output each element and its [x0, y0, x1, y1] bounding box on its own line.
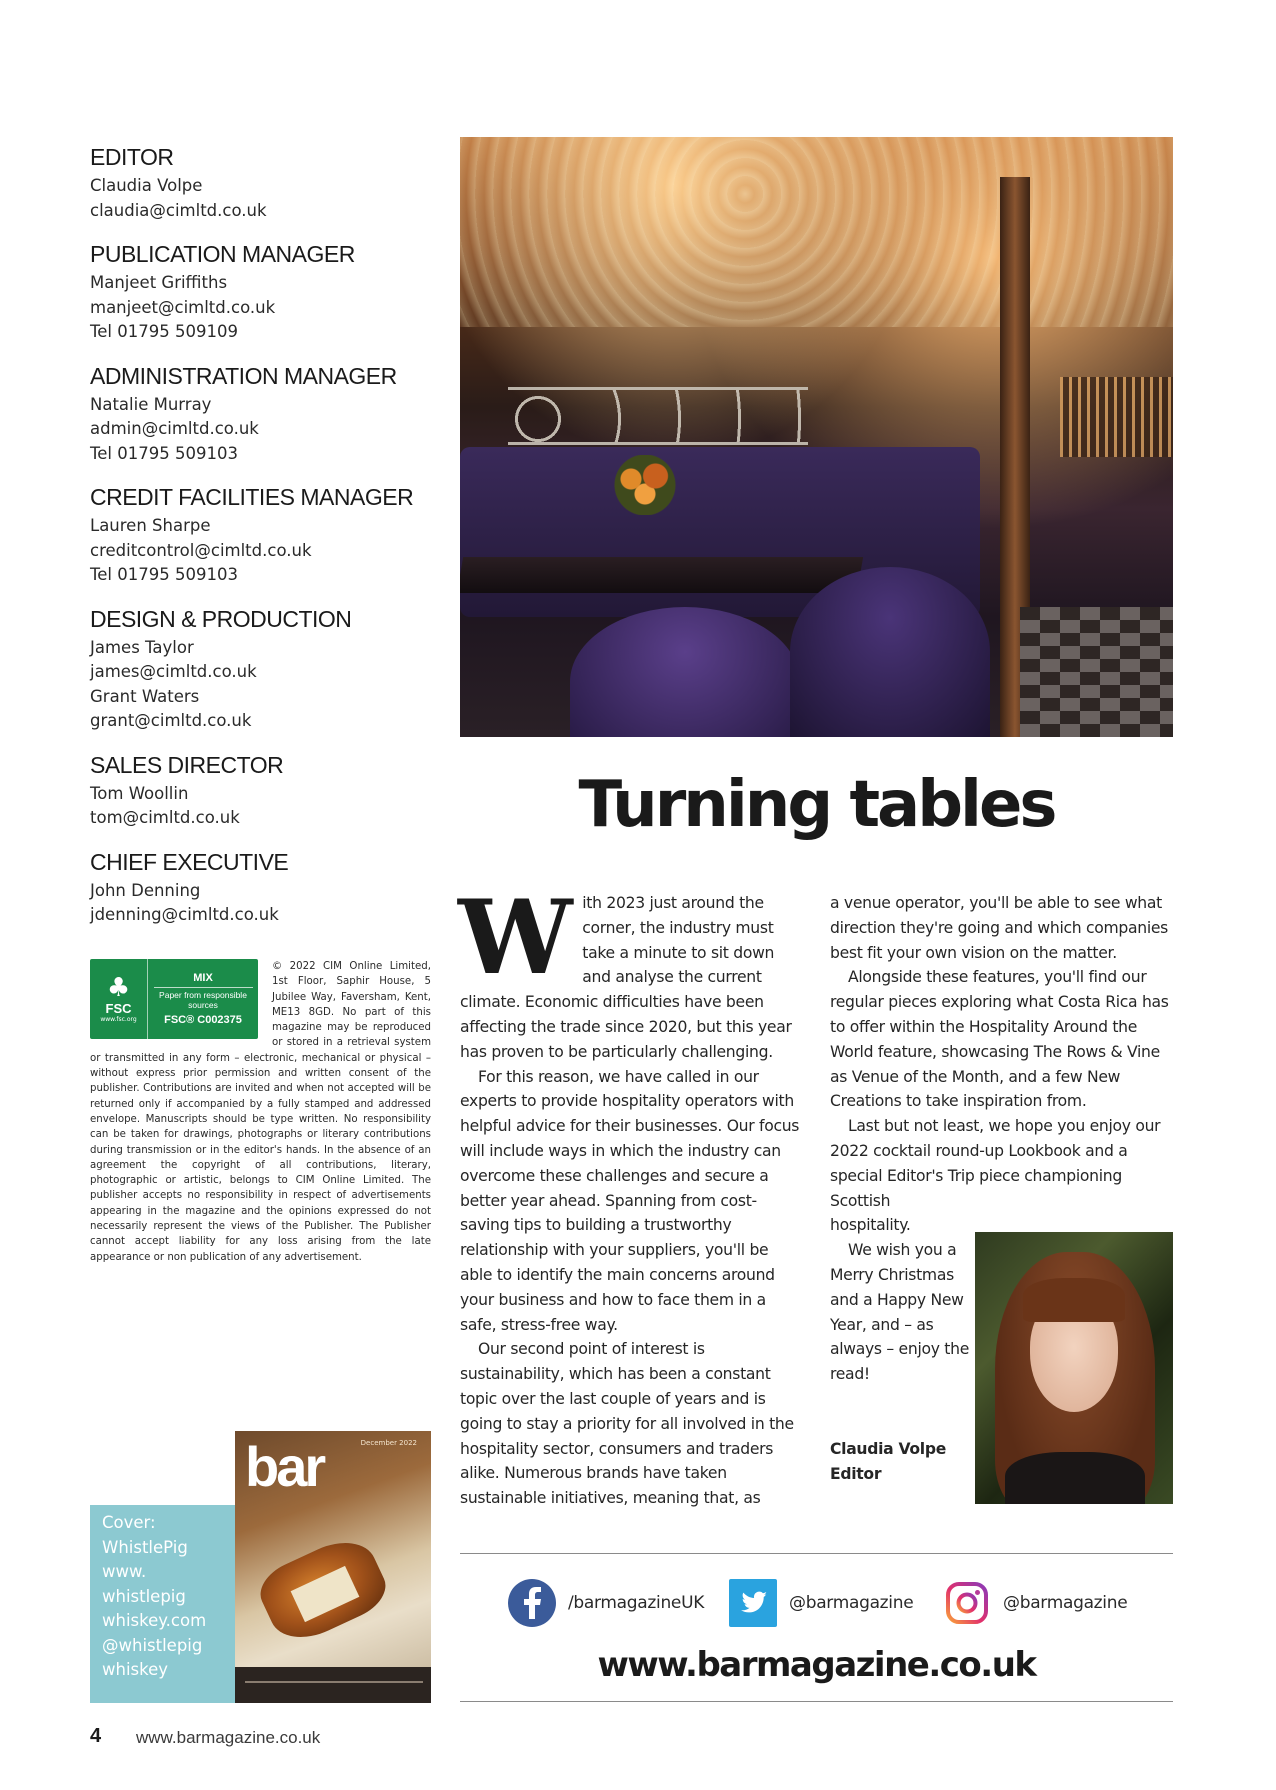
instagram-link[interactable]	[943, 1578, 1127, 1628]
staff-email: grant@cimltd.co.uk	[90, 711, 252, 730]
staff-email: claudia@cimltd.co.uk	[90, 200, 267, 220]
cover-date: December 2022	[360, 1439, 417, 1447]
divider	[460, 1701, 1173, 1702]
checkered-floor	[1020, 607, 1173, 737]
velvet-chair	[790, 567, 990, 737]
instagram-handle: @barmagazine	[1003, 1593, 1128, 1613]
staff-name: James Taylor	[90, 637, 194, 657]
cover-caption-line: Cover:	[102, 1513, 156, 1532]
fsc-logo	[90, 959, 258, 1039]
flower-arrangement	[610, 455, 680, 515]
fsc-text	[148, 959, 258, 1039]
instagram-icon	[943, 1579, 991, 1627]
twitter-handle: @barmagazine	[789, 1593, 914, 1613]
tree-icon: ♣	[106, 973, 131, 1003]
velvet-chair	[570, 607, 800, 737]
portrait-clothing	[1005, 1452, 1145, 1504]
staff-name: Claudia Volpe	[90, 176, 203, 195]
article-column-1	[458, 878, 805, 1511]
staff-email: tom@cimltd.co.uk	[90, 808, 240, 827]
fsc-mark	[90, 959, 148, 1039]
fsc-mix: MIX	[154, 971, 253, 988]
staff-administration-manager	[90, 363, 450, 467]
staff-editor	[90, 144, 450, 223]
cover-caption	[90, 1505, 236, 1703]
staff-email: admin@cimltd.co.uk	[90, 419, 259, 438]
editor-portrait-photo	[975, 1232, 1173, 1504]
article-title: Turning tables	[578, 768, 1055, 842]
cover-caption-line: @whistlepig	[102, 1635, 203, 1655]
staff-name: Tom Woollin	[90, 783, 189, 803]
staff-credit-facilities-manager	[90, 484, 450, 588]
cover-footer-band	[235, 1667, 431, 1703]
staff-name: John Denning	[90, 880, 201, 900]
fsc-code: FSC® C002375	[164, 1013, 242, 1026]
staff-name: Lauren Sharpe	[90, 516, 211, 535]
legal-notice	[90, 959, 431, 1265]
staff-role: ADMINISTRATION MANAGER	[90, 362, 397, 389]
website-url[interactable]: www.barmagazine.co.uk	[597, 1645, 1036, 1685]
staff-role: CHIEF EXECUTIVE	[90, 848, 289, 875]
footer-url[interactable]: www.barmagazine.co.uk	[136, 1728, 321, 1747]
staff-credits	[90, 144, 450, 946]
fsc-abbr: FSC	[105, 1001, 132, 1016]
cover-caption-line: whiskey	[102, 1660, 169, 1679]
cover-caption-line: WhistlePig	[102, 1537, 188, 1557]
magazine-cover-image	[235, 1431, 431, 1703]
cover-logo: bar	[245, 1435, 324, 1498]
cover-caption-line: whistlepig	[102, 1586, 186, 1606]
cover-caption-line: whiskey.com	[102, 1611, 207, 1630]
staff-role: DESIGN & PRODUCTION	[90, 605, 352, 632]
article-paragraph: Last but not least, we hope you enjoy our 2022 cocktail round-up Lookbook and a special Editor's Trip piece championing	[830, 1117, 1161, 1185]
article-paragraph: Alongside these features, you'll find our regular pieces exploring what Costa Rica has to offer within the Hospitality Around the World feature, showcasing The Rows & Vine as Venue of the Month, and a few New Creations to take inspiration from.	[830, 968, 1169, 1111]
staff-phone: Tel 01795 509103	[90, 443, 238, 463]
divider	[460, 1553, 1173, 1554]
article-paragraph: ith 2023 just around the corner, the industry must take a minute to sit down and analyse the current climate. Economic difficulties have been affecting the trade since 2020, but this year has proven to be particularly challenging.	[460, 894, 792, 1061]
staff-name: Grant Waters	[90, 686, 200, 706]
restaurant-interior-photo	[460, 137, 1173, 737]
staff-name: Manjeet Griffiths	[90, 273, 228, 292]
fsc-url: www.fsc.org	[100, 1016, 137, 1023]
decorative-screen	[508, 387, 808, 445]
staff-phone: Tel 01795 509103	[90, 565, 238, 584]
fsc-paper: Paper from responsible sources	[159, 989, 247, 1010]
signoff-role: Editor	[830, 1464, 882, 1483]
hammered-copper-ceiling	[460, 137, 1173, 327]
article-paragraph: a venue operator, you'll be able to see what direction they're going and which companies best fit your own vision on the matter.	[830, 894, 1168, 962]
facebook-link[interactable]	[508, 1578, 704, 1628]
legal-text: © 2022 CIM Online Limited, 1st Floor, Saphir House, 5 Jubilee Way, Faversham, Kent, ME13 8GD. No part of this magazine may be reproduced or stored in a retrieval system or transmitted in any form – electronic, mechanical or physical – without express prior permission and written consent of the publisher. Contributions are invited and when not accepted will be returned only if accompanied by a fully stamped and addressed envelope. Manuscripts should be type written. No responsibility can be taken for drawings, photographs or literary contributions during transmission or in the editor's hands. In the absence of an agreement the copyright of all contributions, literary, photographic or artistic, belongs to CIM Online Limited. The publisher accepts no responsibility in respect of advertisements appearing in the magazine and the opinions expressed do not necessarily represent the views of the Publisher. The Publisher cannot accept liability for any loss arising from the late appearance or non publication of any advertisement.	[90, 961, 431, 1263]
twitter-link[interactable]	[729, 1578, 913, 1628]
staff-email: creditcontrol@cimltd.co.uk	[90, 540, 312, 560]
article-paragraph: For this reason, we have called in our experts to provide hospitality operators with helpful advice for their businesses. Our focus will include ways in which the industry can overcome these challenges and secure a better year ahead. Spanning from cost-saving tips to building a trustworthy relationship with your suppliers, you'll be able to identify the main concerns around your business and how to face them in a safe, stress-free way.	[460, 1067, 800, 1334]
cover-caption-line: www.	[102, 1562, 147, 1581]
drop-cap: W	[458, 878, 573, 998]
staff-name: Natalie Murray	[90, 394, 212, 414]
staff-email: james@cimltd.co.uk	[90, 662, 257, 681]
staff-design-production	[90, 606, 450, 734]
article-paragraph: Scottish hospitality.	[830, 1191, 911, 1235]
facebook-handle: /barmagazineUK	[568, 1593, 705, 1613]
page-number: 4	[90, 1725, 102, 1747]
staff-sales-director	[90, 752, 450, 831]
portrait-fringe	[1023, 1278, 1125, 1322]
staff-role: PUBLICATION MANAGER	[90, 241, 355, 267]
article-paragraph: Our second point of interest is sustainability, which has been a constant topic over the last couple of years and is going to stay a priority for all involved in the hospitality sector, consumers and traders alike. Numerous brands have taken sustainable initiatives, meaning that, as	[460, 1340, 794, 1508]
staff-role: CREDIT FACILITIES MANAGER	[90, 484, 414, 510]
facebook-icon	[508, 1579, 556, 1627]
signoff-name: Claudia Volpe	[830, 1439, 946, 1458]
staff-role: EDITOR	[90, 144, 174, 170]
staff-phone: Tel 01795 509109	[90, 322, 238, 341]
staff-email: manjeet@cimltd.co.uk	[90, 297, 276, 317]
staff-role: SALES DIRECTOR	[90, 751, 284, 778]
twitter-icon	[729, 1579, 777, 1627]
back-bar-shelves	[1060, 377, 1173, 457]
article-paragraph: We wish you a Merry Christmas and a Happy New Year, and – as always – enjoy the read!	[830, 1241, 969, 1384]
staff-publication-manager	[90, 241, 450, 345]
dining-table	[460, 557, 863, 593]
staff-chief-executive	[90, 849, 450, 928]
staff-email: jdenning@cimltd.co.uk	[90, 905, 279, 924]
